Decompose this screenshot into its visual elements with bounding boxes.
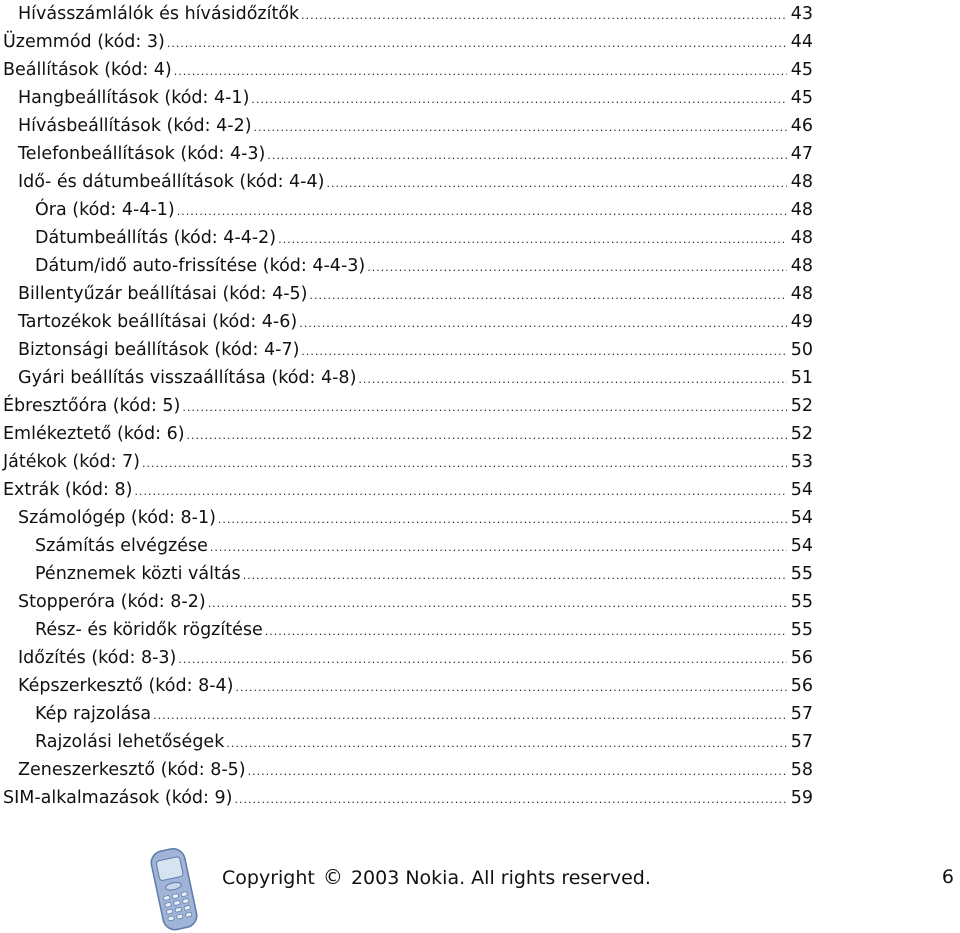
toc-entry-page: 48 (790, 284, 813, 304)
toc-entry-page: 55 (790, 592, 813, 612)
toc-entry-page: 48 (790, 228, 813, 248)
copyright-notice (222, 864, 651, 891)
toc-entry[interactable] (3, 196, 813, 224)
toc-entry[interactable] (3, 700, 813, 728)
toc-entry[interactable] (3, 252, 813, 280)
toc-entry-page: 59 (790, 788, 813, 808)
copyright-symbol: © (322, 865, 343, 889)
toc-entry-title: Hívásszámlálók és hívásidőzítők (18, 4, 300, 24)
toc-entry[interactable] (3, 0, 813, 28)
toc-entry-title: Dátumbeállítás (kód: 4-4-2) (35, 228, 277, 248)
toc-entry-page: 46 (790, 116, 813, 136)
toc-entry-title: Idő- és dátumbeállítások (kód: 4-4) (18, 172, 325, 192)
toc-dot-leader (167, 30, 787, 58)
toc-dot-leader (174, 58, 787, 86)
toc-entry-title: Dátum/idő auto-frissítése (kód: 4-4-3) (35, 256, 366, 276)
toc-dot-leader (326, 170, 787, 198)
toc-entry-page: 49 (790, 312, 813, 332)
toc-entry[interactable] (3, 280, 813, 308)
toc-entry-title: Gyári beállítás visszaállítása (kód: 4-8) (18, 368, 357, 388)
toc-entry-page: 48 (790, 172, 813, 192)
toc-entry-title: Kép rajzolása (35, 704, 152, 724)
toc-dot-leader (267, 142, 787, 170)
toc-entry-title: Beállítások (kód: 4) (3, 60, 172, 80)
toc-entry-title: Időzítés (kód: 8-3) (18, 648, 177, 668)
toc-dot-leader (187, 422, 787, 450)
toc-entry-title: Hangbeállítások (kód: 4-1) (18, 88, 250, 108)
toc-entry-page: 50 (790, 340, 813, 360)
toc-entry-page: 58 (790, 760, 813, 780)
toc-entry-title: Billentyűzár beállításai (kód: 4-5) (18, 284, 308, 304)
toc-entry[interactable] (3, 644, 813, 672)
toc-dot-leader (235, 674, 787, 702)
toc-entry-page: 47 (790, 144, 813, 164)
toc-entry[interactable] (3, 560, 813, 588)
toc-entry-page: 54 (790, 536, 813, 556)
toc-entry[interactable] (3, 532, 813, 560)
toc-dot-leader (218, 506, 787, 534)
toc-entry-page: 48 (790, 256, 813, 276)
toc-entry-page: 55 (790, 620, 813, 640)
toc-dot-leader (177, 198, 787, 226)
toc-entry-title: Emlékeztető (kód: 6) (3, 424, 185, 444)
toc-entry-page: 55 (790, 564, 813, 584)
toc-dot-leader (358, 366, 787, 394)
toc-entry[interactable] (3, 84, 813, 112)
copyright-prefix: Copyright (222, 867, 315, 889)
toc-dot-leader (134, 478, 787, 506)
toc-entry-page: 56 (790, 676, 813, 696)
toc-entry[interactable] (3, 364, 813, 392)
toc-entry-title: Tartozékok beállításai (kód: 4-6) (18, 312, 298, 332)
toc-entry-title: Rajzolási lehetőségek (35, 732, 225, 752)
toc-dot-leader (243, 562, 787, 590)
toc-entry-title: Számológép (kód: 8-1) (18, 508, 216, 528)
toc-entry-page: 53 (790, 452, 813, 472)
copyright-suffix: 2003 Nokia. All rights reserved. (350, 867, 651, 889)
toc-entry-page: 54 (790, 508, 813, 528)
toc-entry-title: Rész- és köridők rögzítése (35, 620, 263, 640)
toc-entry-title: Stopperóra (kód: 8-2) (18, 592, 206, 612)
toc-entry-page: 45 (790, 88, 813, 108)
toc-dot-leader (254, 114, 787, 142)
toc-entry-page: 56 (790, 648, 813, 668)
toc-entry-title: Számítás elvégzése (35, 536, 208, 556)
toc-dot-leader (226, 730, 787, 758)
toc-entry-page: 51 (790, 368, 813, 388)
toc-entry[interactable] (3, 756, 813, 784)
toc-entry[interactable] (3, 56, 813, 84)
page-footer (0, 840, 960, 933)
toc-entry-title: Pénznemek közti váltás (35, 564, 241, 584)
toc-entry[interactable] (3, 616, 813, 644)
toc-dot-leader (178, 646, 787, 674)
toc-entry-title: Játékok (kód: 7) (3, 452, 141, 472)
toc-entry-title: Hívásbeállítások (kód: 4-2) (18, 116, 252, 136)
toc-entry-title: Zeneszerkesztő (kód: 8-5) (18, 760, 246, 780)
toc-entry-title: Telefonbeállítások (kód: 4-3) (18, 144, 266, 164)
table-of-contents (3, 0, 813, 812)
toc-dot-leader (142, 450, 787, 478)
toc-entry-title: Ébresztőóra (kód: 5) (3, 396, 181, 416)
toc-entry[interactable] (3, 448, 813, 476)
toc-dot-leader (278, 226, 787, 254)
toc-entry-page: 57 (790, 732, 813, 752)
page-number: 6 (941, 866, 954, 888)
toc-entry[interactable] (3, 392, 813, 420)
toc-entry[interactable] (3, 504, 813, 532)
toc-entry-page: 52 (790, 396, 813, 416)
toc-entry-page: 54 (790, 480, 813, 500)
toc-entry[interactable] (3, 224, 813, 252)
toc-entry[interactable] (3, 476, 813, 504)
toc-dot-leader (299, 310, 787, 338)
toc-entry-title: Óra (kód: 4-4-1) (35, 200, 175, 220)
toc-entry-page: 52 (790, 424, 813, 444)
toc-entry[interactable] (3, 784, 813, 812)
toc-entry-page: 48 (790, 200, 813, 220)
toc-entry[interactable] (3, 728, 813, 756)
toc-entry[interactable] (3, 672, 813, 700)
toc-entry[interactable] (3, 112, 813, 140)
toc-entry-title: Biztonsági beállítások (kód: 4-7) (18, 340, 300, 360)
toc-entry-title: Extrák (kód: 8) (3, 480, 133, 500)
toc-entry[interactable] (3, 420, 813, 448)
toc-dot-leader (153, 702, 787, 730)
mobile-phone-icon (148, 846, 202, 932)
toc-dot-leader (251, 86, 787, 114)
toc-dot-leader (210, 534, 787, 562)
toc-entry[interactable] (3, 308, 813, 336)
toc-entry-title: Képszerkesztő (kód: 8-4) (18, 676, 234, 696)
toc-dot-leader (301, 2, 787, 30)
toc-entry[interactable] (3, 168, 813, 196)
toc-entry-page: 43 (790, 4, 813, 24)
toc-entry[interactable] (3, 588, 813, 616)
toc-dot-leader (234, 786, 787, 814)
toc-entry-page: 44 (790, 32, 813, 52)
toc-entry-page: 45 (790, 60, 813, 80)
toc-entry[interactable] (3, 140, 813, 168)
toc-dot-leader (301, 338, 787, 366)
toc-entry-page: 57 (790, 704, 813, 724)
toc-entry-title: SIM-alkalmazások (kód: 9) (3, 788, 233, 808)
toc-dot-leader (208, 590, 787, 618)
toc-dot-leader (248, 758, 787, 786)
toc-entry[interactable] (3, 28, 813, 56)
toc-dot-leader (367, 254, 787, 282)
toc-entry-title: Üzemmód (kód: 3) (3, 32, 165, 52)
toc-dot-leader (310, 282, 788, 310)
toc-dot-leader (182, 394, 787, 422)
toc-entry[interactable] (3, 336, 813, 364)
toc-dot-leader (265, 618, 787, 646)
